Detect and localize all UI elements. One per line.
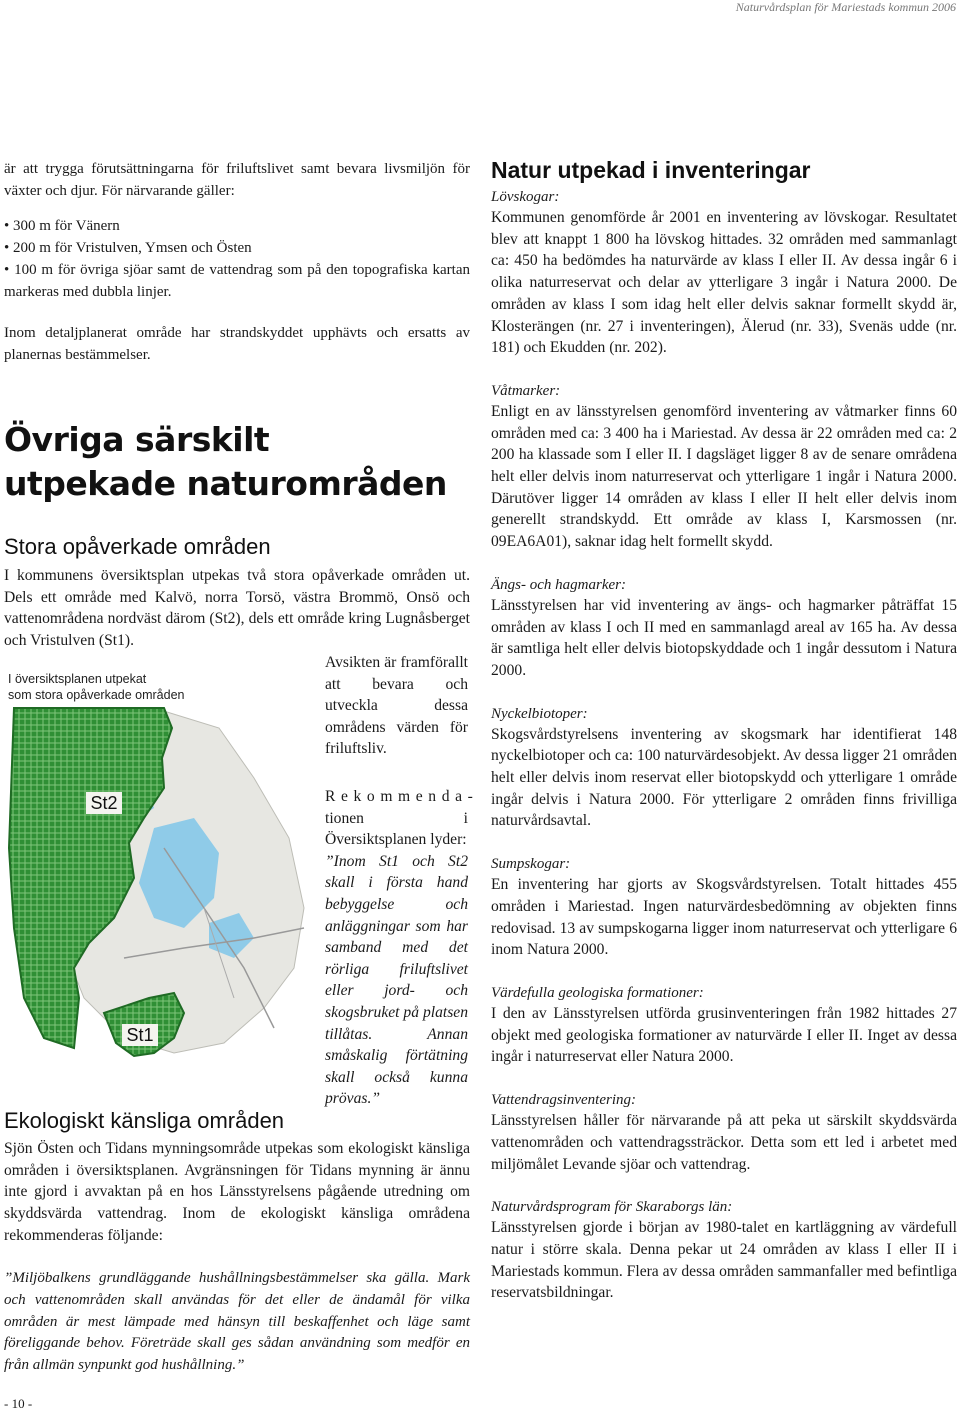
section-text: Länsstyrelsen håller för närvarande på att peka ut särskilt skyddsvärda vattenområden och vattendragssträckor. Detta som ett led i arbetet med miljömålet Levande sjöar och vattendrag. (491, 1112, 957, 1173)
section-label: Ängs- och hagmarker: (491, 576, 626, 593)
list-item: • 200 m för Vristulven, Ymsen och Östen (4, 238, 470, 260)
strandskydd-list (4, 216, 470, 303)
recommendation-word: Rekommenda- (325, 787, 479, 805)
section-nyckelbiotoper (491, 704, 957, 833)
eko-paragraph: Sjön Östen och Tidans mynningsområde utpekas som ekologiskt känsliga områden i översiktsplanen. Avgränsningen för Tidans mynning är ännu inte gjord i avvaktan på en hos Länsstyrelsens pågående utredning om skyddsvärda vattendrag. Inom de ekologiskt känsliga områdena rekommenderas följande: (4, 1140, 470, 1244)
right-column (491, 157, 957, 1326)
list-item: • 100 m för övriga sjöar samt de vattendrag som på den topografiska kartan markeras med dubbla linjer. (4, 260, 470, 303)
section-heading-stora: Stora opåverkade områden (4, 534, 271, 559)
section-text: Länsstyrelsen har vid inventering av ängs- och hagmarker påträffat 15 områden av klass I och II med en sammanlagd areal av 165 ha. Av dessa är samtliga helt eller delvis biotopskyddade och 1 ingår dessutom i Natura 2000. (491, 596, 957, 679)
map-title-line-1: I översiktsplanen utpekat (8, 672, 147, 686)
section-heading-natur: Natur utpekad i inventeringar (491, 157, 811, 183)
section-text: En inventering har gjorts av Skogsvårdstyrelsen. Totalt hittades 455 områden i Mariestad. Ingen naturvärdesbedömning av objekten finns redovisad. 13 av sumpskogarna ligger inom naturreservat och ytterligare 6 inom Natura 2000. (491, 876, 957, 959)
recommendation-rest: tionen i Översiktsplanen lyder: (325, 809, 468, 849)
main-heading-line-2: utpekade naturområden (4, 464, 447, 503)
section-angsmarker (491, 575, 957, 682)
section-label: Våtmarker: (491, 382, 561, 399)
section-text: Länsstyrelsen gjorde i början av 1980-talet en kartläggning av värdefull natur i större skala. Denna pekar ut 24 områden av klass I eller II i Mariestads kommun. Flera av dessa områden sammanfaller med befintliga reservatsbildningar. (491, 1219, 957, 1302)
section-lovskogar (491, 187, 957, 359)
section-geologiska (491, 983, 957, 1068)
stora-paragraph: I kommunens översiktsplan utpekas två stora opåverkade områden ut. Dels ett område med Kalvö, norra Torsö, västra Brommö, Onsö och vattenområdena nordväst därom (St2), dels ett område kring Lugnåsberget och Vristulven (St1). (4, 567, 470, 650)
section-text: Skogsvårdstyrelsens inventering av skogsmark har identifierat 148 nyckelbiotoper och ca: 100 naturvärdesobjekt. Av dessa ligger 21 områden helt eller delvis inom reservat eller biotopskydd och ytterligare 1 område ingår delvis i Natura 2000. För ytterligare 2 områden finns frivilliga naturvårdsavtal. (491, 725, 957, 830)
section-text: I den av Länsstyrelsen utförda grusinventeringen från 1982 hittades 27 objekt med geologiska formationer av naturvärde I eller II. Inget av dessa ingår i naturreservat eller Natura 2000. (491, 1004, 957, 1066)
running-header: Naturvårdsplan för Mariestads kommun 2006 (735, 0, 956, 14)
recommendation-intro (325, 786, 479, 851)
st1-label: St1 (126, 1025, 154, 1045)
main-heading (4, 418, 474, 506)
section-label: Vattendragsinventering: (491, 1092, 636, 1109)
page-number: - 10 - (4, 1396, 33, 1411)
list-item: • 300 m för Vänern (4, 216, 470, 238)
section-label: Värdefulla geologiska formationer: (491, 984, 704, 1001)
left-column-intro (4, 159, 470, 367)
section-sumpskogar (491, 854, 957, 961)
detaljplan-paragraph: Inom detaljplanerat område har strandskyddet upphävts och ersatts av planernas bestämmelser. (4, 325, 470, 363)
eko-quote: ”Miljöbalkens grundläggande hushållningsbestämmelser ska gälla. Mark och vattenområden skall användas för det eller de ändamål för vilka områden är mest lämpade med hänsyn till beskaffenhet och läge samt föreliggande behov. Företräde skall ges sådan användning som medför en från allmän synpunkt god hushållning.” (4, 1270, 470, 1374)
main-heading-line-1: Övriga särskilt (4, 420, 270, 459)
section-naturvardsprogram (491, 1197, 957, 1304)
section-text: Enligt en av länsstyrelsen genomförd inventering av våtmarker finns 60 områden med ca: 3 400 ha i Mariestad. Av dessa är 22 områden med ca: 2 200 ha klassade som I eller II. I dagsläget ligger 8 av de senare områdena helt eller delvis inom naturreservat och ytterligare 1 ingår i Natura 2000. Därutöver ligger 14 områden av klass I eller II helt eller delvis inom generellt strandskydd. Ett område av klass I, Karsmossen (nr. 09EA6A01), saknar idag helt formellt skydd. (491, 402, 957, 551)
map-title-line-2: som stora opåverkade områden (8, 688, 185, 702)
overview-map (4, 668, 310, 1060)
section-label: Nyckelbiotoper: (491, 705, 588, 722)
recommendation-quote: ”Inom St1 och St2 skall i första hand bebyggelse och anläggningar som har samband med det rörliga friluftslivet eller jord- och skogsbruket på platsen tillåtas. Annan småskalig förtätning skall också kunna prövas.” (325, 852, 468, 1108)
map-side-paragraph: Avsikten är framförallt att bevara och utveckla dessa områdens värden för friluftsliv. (325, 654, 468, 758)
section-heading-eko: Ekologiskt känsliga områden (4, 1108, 285, 1133)
st2-label: St2 (90, 793, 118, 813)
intro-paragraph: är att trygga förutsättningarna för friluftslivet samt bevara livsmiljön för växter och djur. För närvarande gäller: (4, 161, 470, 199)
section-label: Lövskogar: (491, 189, 560, 205)
section-vatmarker (491, 381, 957, 553)
map-graphic (4, 668, 310, 1060)
section-text: Kommunen genomförde år 2001 en inventering av lövskogar. Resultatet blev att knappt 1 800 ha lövskog hittades. 32 områden med sammanlagt ca: 450 ha bedömdes ha naturvärde av klass I eller II. Av dessa ingår 6 i olika naturreservat och delar av ytterligare 3 ingår i Natura 2000. De områden av klass I som idag helt eller delvis saknar formellt skydd är, Klosterängen (nr. 27 i inventeringen), Älerud (nr. 33), Svenäs udde (nr. 181) och Ekudden (nr. 202). (491, 209, 957, 357)
section-label: Naturvårdsprogram för Skaraborgs län: (491, 1199, 733, 1216)
section-vattendrag (491, 1090, 957, 1175)
section-label: Sumpskogar: (491, 856, 571, 873)
map-side-text (325, 652, 479, 1110)
